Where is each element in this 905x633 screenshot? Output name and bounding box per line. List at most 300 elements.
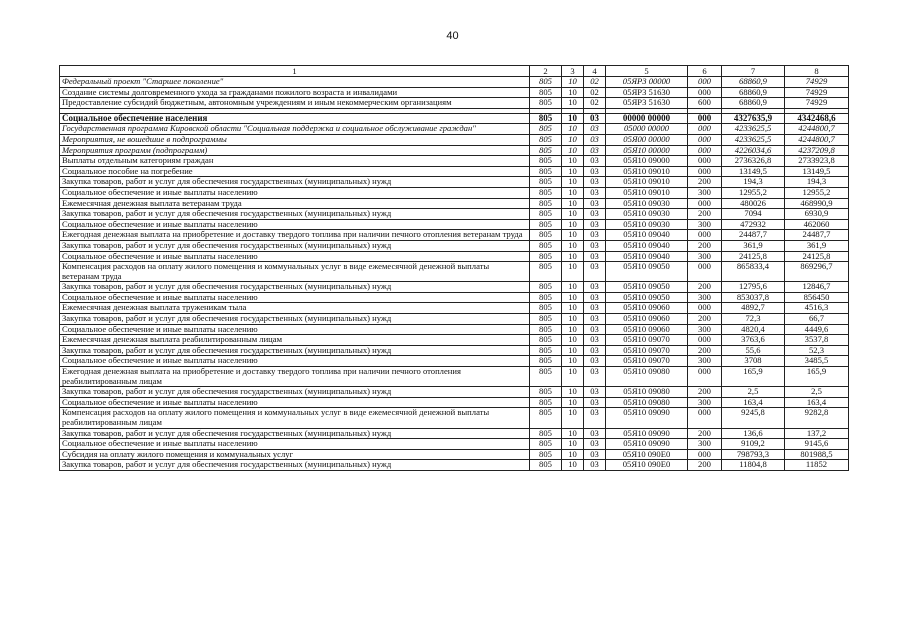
subsection-cell: 03 [584, 251, 606, 262]
subsection-cell: 03 [584, 113, 606, 124]
expense-name-cell: Социальное обеспечение населения [60, 113, 530, 124]
amount-col8-cell: 24125,8 [785, 251, 849, 262]
expense-type-cell: 300 [688, 219, 722, 230]
section-cell: 10 [562, 156, 584, 167]
header-cell: 8 [785, 66, 849, 77]
ministry-code-cell: 805 [530, 449, 562, 460]
amount-col7-cell: 4233625,5 [722, 124, 785, 135]
amount-col8-cell: 137,2 [785, 428, 849, 439]
amount-col8-cell: 4244800,7 [785, 134, 849, 145]
section-cell: 10 [562, 356, 584, 367]
expense-name-cell: Закупка товаров, работ и услуг для обеспечения государственных (муниципальных) нужд [60, 314, 530, 325]
expense-name-cell: Федеральный проект "Старшее поколение" [60, 77, 530, 88]
expense-name-cell: Социальное обеспечение и иные выплаты населению [60, 439, 530, 450]
amount-col8-cell: 9282,8 [785, 408, 849, 428]
page-number: 40 [446, 30, 459, 42]
table-row [60, 177, 849, 188]
table-row [60, 198, 849, 209]
expense-type-cell: 200 [688, 240, 722, 251]
amount-col7-cell: 9109,2 [722, 439, 785, 450]
ministry-code-cell: 805 [530, 187, 562, 198]
ministry-code-cell: 805 [530, 262, 562, 282]
amount-col8-cell: 4244800,7 [785, 124, 849, 135]
table-row [60, 345, 849, 356]
target-article-cell: 05000 00000 [606, 124, 688, 135]
amount-col7-cell: 68860,9 [722, 98, 785, 109]
table-row [60, 98, 849, 109]
header-cell: 7 [722, 66, 785, 77]
expense-name-cell: Закупка товаров, работ и услуг для обеспечения государственных (муниципальных) нужд [60, 345, 530, 356]
ministry-code-cell: 805 [530, 303, 562, 314]
amount-col8-cell: 4516,3 [785, 303, 849, 314]
expense-type-cell: 000 [688, 198, 722, 209]
expense-type-cell: 200 [688, 282, 722, 293]
subsection-cell: 03 [584, 219, 606, 230]
amount-col8-cell: 194,3 [785, 177, 849, 188]
section-cell: 10 [562, 367, 584, 387]
expense-type-cell: 600 [688, 98, 722, 109]
target-article-cell: 05Я10 09030 [606, 209, 688, 220]
subsection-cell: 03 [584, 439, 606, 450]
ministry-code-cell: 805 [530, 77, 562, 88]
amount-col8-cell: 2,5 [785, 387, 849, 398]
amount-col7-cell: 24125,8 [722, 251, 785, 262]
expense-name-cell: Мероприятия, не вошедшие в подпрограммы [60, 134, 530, 145]
table-row [60, 324, 849, 335]
expense-name-cell: Закупка товаров, работ и услуг для обеспечения государственных (муниципальных) нужд [60, 428, 530, 439]
amount-col8-cell: 13149,5 [785, 166, 849, 177]
table-row [60, 77, 849, 88]
section-cell: 10 [562, 251, 584, 262]
expense-type-cell: 200 [688, 209, 722, 220]
header-cell: 2 [530, 66, 562, 77]
section-cell: 10 [562, 219, 584, 230]
table-row [60, 428, 849, 439]
expense-type-cell: 000 [688, 113, 722, 124]
amount-col7-cell: 7094 [722, 209, 785, 220]
amount-col7-cell: 68860,9 [722, 77, 785, 88]
table-header-row [60, 66, 849, 77]
amount-col7-cell: 165,9 [722, 367, 785, 387]
budget-table [59, 65, 849, 471]
expense-type-cell: 300 [688, 292, 722, 303]
amount-col7-cell: 11804,8 [722, 460, 785, 471]
header-cell: 6 [688, 66, 722, 77]
expense-type-cell: 200 [688, 345, 722, 356]
target-article-cell: 05Я10 09060 [606, 303, 688, 314]
table-row [60, 408, 849, 428]
ministry-code-cell: 805 [530, 397, 562, 408]
section-cell: 10 [562, 460, 584, 471]
amount-col8-cell: 11852 [785, 460, 849, 471]
table-row [60, 145, 849, 156]
section-cell: 10 [562, 134, 584, 145]
subsection-cell: 03 [584, 282, 606, 293]
section-cell: 10 [562, 439, 584, 450]
expense-type-cell: 300 [688, 324, 722, 335]
amount-col7-cell: 4327635,9 [722, 113, 785, 124]
table-row [60, 449, 849, 460]
expense-type-cell: 300 [688, 187, 722, 198]
amount-col8-cell: 6930,9 [785, 209, 849, 220]
expense-type-cell: 000 [688, 145, 722, 156]
section-cell: 10 [562, 449, 584, 460]
subsection-cell: 03 [584, 262, 606, 282]
amount-col7-cell: 4233625,5 [722, 134, 785, 145]
target-article-cell: 05Я10 09060 [606, 324, 688, 335]
amount-col8-cell: 12955,2 [785, 187, 849, 198]
subsection-cell: 03 [584, 209, 606, 220]
section-cell: 10 [562, 230, 584, 241]
section-cell: 10 [562, 282, 584, 293]
table-row [60, 282, 849, 293]
table-row [60, 367, 849, 387]
ministry-code-cell: 805 [530, 219, 562, 230]
section-cell: 10 [562, 166, 584, 177]
amount-col8-cell: 9145,6 [785, 439, 849, 450]
expense-type-cell: 000 [688, 230, 722, 241]
amount-col7-cell: 853037,8 [722, 292, 785, 303]
expense-name-cell: Социальное обеспечение и иные выплаты населению [60, 219, 530, 230]
table-row [60, 240, 849, 251]
target-article-cell: 05Я10 09080 [606, 397, 688, 408]
section-cell: 10 [562, 345, 584, 356]
ministry-code-cell: 805 [530, 314, 562, 325]
amount-col8-cell: 4342468,6 [785, 113, 849, 124]
target-article-cell: 05Я10 09080 [606, 387, 688, 398]
expense-name-cell: Закупка товаров, работ и услуг для обеспечения государственных (муниципальных) нужд [60, 282, 530, 293]
target-article-cell: 05Я10 09010 [606, 166, 688, 177]
expense-name-cell: Закупка товаров, работ и услуг для обеспечения государственных (муниципальных) нужд [60, 209, 530, 220]
amount-col8-cell: 468990,9 [785, 198, 849, 209]
section-cell: 10 [562, 177, 584, 188]
subsection-cell: 03 [584, 428, 606, 439]
subsection-cell: 02 [584, 98, 606, 109]
expense-name-cell: Закупка товаров, работ и услуг для обеспечения государственных (муниципальных) нужд [60, 387, 530, 398]
amount-col8-cell: 462060 [785, 219, 849, 230]
amount-col7-cell: 798793,3 [722, 449, 785, 460]
expense-name-cell: Закупка товаров, работ и услуг для обеспечения государственных (муниципальных) нужд [60, 240, 530, 251]
target-article-cell: 00000 00000 [606, 113, 688, 124]
expense-type-cell: 000 [688, 77, 722, 88]
target-article-cell: 05Я10 090Е0 [606, 460, 688, 471]
expense-name-cell: Закупка товаров, работ и услуг для обеспечения государственных (муниципальных) нужд [60, 460, 530, 471]
amount-col7-cell: 163,4 [722, 397, 785, 408]
expense-name-cell: Мероприятия программ (подпрограмм) [60, 145, 530, 156]
amount-col7-cell: 24487,7 [722, 230, 785, 241]
amount-col8-cell: 4237209,8 [785, 145, 849, 156]
ministry-code-cell: 805 [530, 460, 562, 471]
ministry-code-cell: 805 [530, 145, 562, 156]
expense-name-cell: Компенсация расходов на оплату жилого помещения и коммунальных услуг в виде ежемесячной денежной выплаты реабилитированным лицам [60, 408, 530, 428]
target-article-cell: 05Я10 09050 [606, 262, 688, 282]
ministry-code-cell: 805 [530, 292, 562, 303]
ministry-code-cell: 805 [530, 230, 562, 241]
target-article-cell: 05Я10 09050 [606, 282, 688, 293]
target-article-cell: 05Я10 09040 [606, 240, 688, 251]
expense-name-cell: Государственная программа Кировской области "Социальная поддержка и социальное обслуживание граждан" [60, 124, 530, 135]
amount-col7-cell: 4226034,6 [722, 145, 785, 156]
expense-type-cell: 300 [688, 439, 722, 450]
amount-col8-cell: 801988,5 [785, 449, 849, 460]
expense-type-cell: 200 [688, 460, 722, 471]
table-row [60, 219, 849, 230]
subsection-cell: 03 [584, 345, 606, 356]
expense-name-cell: Социальное обеспечение и иные выплаты населению [60, 397, 530, 408]
amount-col7-cell: 865833,4 [722, 262, 785, 282]
table-row [60, 156, 849, 167]
expense-name-cell: Предоставление субсидий бюджетным, автономным учреждениям и иным некоммерческим организациям [60, 98, 530, 109]
expense-name-cell: Субсидия на оплату жилого помещения и коммунальных услуг [60, 449, 530, 460]
subsection-cell: 03 [584, 198, 606, 209]
subsection-cell: 03 [584, 324, 606, 335]
expense-name-cell: Создание системы долговременного ухода за гражданами пожилого возраста и инвалидами [60, 87, 530, 98]
subsection-cell: 03 [584, 177, 606, 188]
table-row [60, 166, 849, 177]
expense-name-cell: Ежегодная денежная выплата на приобретение и доставку твердого топлива при наличии печного отопления ветеранам труда [60, 230, 530, 241]
subsection-cell: 03 [584, 408, 606, 428]
amount-col7-cell: 2736326,8 [722, 156, 785, 167]
ministry-code-cell: 805 [530, 428, 562, 439]
amount-col8-cell: 856450 [785, 292, 849, 303]
table-row [60, 134, 849, 145]
section-cell: 10 [562, 113, 584, 124]
target-article-cell: 05Я10 09070 [606, 335, 688, 346]
ministry-code-cell: 805 [530, 439, 562, 450]
table-row [60, 397, 849, 408]
section-cell: 10 [562, 324, 584, 335]
section-cell: 10 [562, 314, 584, 325]
ministry-code-cell: 805 [530, 367, 562, 387]
subsection-cell: 03 [584, 156, 606, 167]
ministry-code-cell: 805 [530, 98, 562, 109]
section-cell: 10 [562, 335, 584, 346]
amount-col7-cell: 13149,5 [722, 166, 785, 177]
expense-name-cell: Компенсация расходов на оплату жилого помещения и коммунальных услуг в виде ежемесячной денежной выплаты ветеранам труда [60, 262, 530, 282]
table-row [60, 113, 849, 124]
target-article-cell: 05Я10 090Е0 [606, 449, 688, 460]
expense-type-cell: 000 [688, 262, 722, 282]
amount-col8-cell: 66,7 [785, 314, 849, 325]
table-row [60, 387, 849, 398]
expense-name-cell: Социальное обеспечение и иные выплаты населению [60, 356, 530, 367]
section-cell: 10 [562, 303, 584, 314]
amount-col7-cell: 12955,2 [722, 187, 785, 198]
expense-name-cell: Выплаты отдельным категориям граждан [60, 156, 530, 167]
ministry-code-cell: 805 [530, 134, 562, 145]
expense-name-cell: Ежемесячная денежная выплата ветеранам труда [60, 198, 530, 209]
expense-type-cell: 300 [688, 251, 722, 262]
amount-col8-cell: 869296,7 [785, 262, 849, 282]
table-row [60, 292, 849, 303]
target-article-cell: 05ЯР3 00000 [606, 77, 688, 88]
subsection-cell: 03 [584, 367, 606, 387]
header-cell: 5 [606, 66, 688, 77]
ministry-code-cell: 805 [530, 408, 562, 428]
amount-col8-cell: 163,4 [785, 397, 849, 408]
ministry-code-cell: 805 [530, 198, 562, 209]
amount-col8-cell: 165,9 [785, 367, 849, 387]
table-row [60, 251, 849, 262]
expense-name-cell: Социальное пособие на погребение [60, 166, 530, 177]
amount-col7-cell: 361,9 [722, 240, 785, 251]
amount-col7-cell: 3708 [722, 356, 785, 367]
table-row [60, 262, 849, 282]
amount-col8-cell: 24487,7 [785, 230, 849, 241]
amount-col7-cell: 72,3 [722, 314, 785, 325]
section-cell: 10 [562, 292, 584, 303]
ministry-code-cell: 805 [530, 356, 562, 367]
table-row [60, 335, 849, 346]
section-cell: 10 [562, 387, 584, 398]
subsection-cell: 03 [584, 460, 606, 471]
ministry-code-cell: 805 [530, 251, 562, 262]
target-article-cell: 05Я10 09090 [606, 428, 688, 439]
section-cell: 10 [562, 77, 584, 88]
expense-name-cell: Закупка товаров, работ и услуг для обеспечения государственных (муниципальных) нужд [60, 177, 530, 188]
table-row [60, 187, 849, 198]
expense-type-cell: 200 [688, 387, 722, 398]
section-cell: 10 [562, 262, 584, 282]
expense-type-cell: 000 [688, 367, 722, 387]
section-cell: 10 [562, 240, 584, 251]
subsection-cell: 03 [584, 292, 606, 303]
table-row [60, 87, 849, 98]
subsection-cell: 02 [584, 87, 606, 98]
amount-col7-cell: 12795,6 [722, 282, 785, 293]
amount-col7-cell: 68860,9 [722, 87, 785, 98]
ministry-code-cell: 805 [530, 166, 562, 177]
section-cell: 10 [562, 198, 584, 209]
amount-col7-cell: 480026 [722, 198, 785, 209]
ministry-code-cell: 805 [530, 113, 562, 124]
amount-col8-cell: 3485,5 [785, 356, 849, 367]
subsection-cell: 03 [584, 449, 606, 460]
section-cell: 10 [562, 428, 584, 439]
ministry-code-cell: 805 [530, 177, 562, 188]
expense-type-cell: 000 [688, 303, 722, 314]
ministry-code-cell: 805 [530, 240, 562, 251]
subsection-cell: 03 [584, 166, 606, 177]
subsection-cell: 03 [584, 314, 606, 325]
amount-col7-cell: 9245,8 [722, 408, 785, 428]
header-cell: 4 [584, 66, 606, 77]
expense-type-cell: 000 [688, 87, 722, 98]
ministry-code-cell: 805 [530, 324, 562, 335]
subsection-cell: 03 [584, 397, 606, 408]
ministry-code-cell: 805 [530, 345, 562, 356]
expense-name-cell: Ежемесячная денежная выплата реабилитированным лицам [60, 335, 530, 346]
amount-col8-cell: 74929 [785, 98, 849, 109]
amount-col7-cell: 55,6 [722, 345, 785, 356]
expense-type-cell: 200 [688, 177, 722, 188]
ministry-code-cell: 805 [530, 124, 562, 135]
expense-name-cell: Ежегодная денежная выплата на приобретение и доставку твердого топлива при наличии печного отопления реабилитированным лицам [60, 367, 530, 387]
expense-type-cell: 000 [688, 156, 722, 167]
target-article-cell: 05Я10 09000 [606, 156, 688, 167]
target-article-cell: 05Я10 09010 [606, 177, 688, 188]
subsection-cell: 03 [584, 187, 606, 198]
expense-type-cell: 000 [688, 166, 722, 177]
amount-col7-cell: 4820,4 [722, 324, 785, 335]
expense-type-cell: 200 [688, 314, 722, 325]
amount-col7-cell: 472932 [722, 219, 785, 230]
section-cell: 10 [562, 209, 584, 220]
section-cell: 10 [562, 145, 584, 156]
table-row [60, 303, 849, 314]
amount-col7-cell: 136,6 [722, 428, 785, 439]
expense-name-cell: Социальное обеспечение и иные выплаты населению [60, 251, 530, 262]
expense-name-cell: Социальное обеспечение и иные выплаты населению [60, 292, 530, 303]
target-article-cell: 05Я10 09070 [606, 345, 688, 356]
target-article-cell: 05Я10 09060 [606, 314, 688, 325]
amount-col8-cell: 2733923,8 [785, 156, 849, 167]
section-cell: 10 [562, 87, 584, 98]
table-row [60, 230, 849, 241]
expense-type-cell: 000 [688, 408, 722, 428]
section-cell: 10 [562, 98, 584, 109]
subsection-cell: 03 [584, 124, 606, 135]
amount-col7-cell: 2,5 [722, 387, 785, 398]
target-article-cell: 05ЯР3 51630 [606, 87, 688, 98]
target-article-cell: 05Я10 09040 [606, 251, 688, 262]
header-cell: 3 [562, 66, 584, 77]
section-cell: 10 [562, 397, 584, 408]
target-article-cell: 05Я10 09090 [606, 439, 688, 450]
amount-col7-cell: 3763,6 [722, 335, 785, 346]
expense-type-cell: 000 [688, 335, 722, 346]
ministry-code-cell: 805 [530, 387, 562, 398]
table-row [60, 356, 849, 367]
target-article-cell: 05Я10 09030 [606, 219, 688, 230]
ministry-code-cell: 805 [530, 282, 562, 293]
subsection-cell: 03 [584, 240, 606, 251]
expense-name-cell: Социальное обеспечение и иные выплаты населению [60, 187, 530, 198]
table-row [60, 439, 849, 450]
target-article-cell: 05Я10 09030 [606, 198, 688, 209]
subsection-cell: 03 [584, 303, 606, 314]
amount-col8-cell: 52,3 [785, 345, 849, 356]
target-article-cell: 05Я00 00000 [606, 134, 688, 145]
amount-col8-cell: 12846,7 [785, 282, 849, 293]
subsection-cell: 03 [584, 134, 606, 145]
section-cell: 10 [562, 124, 584, 135]
amount-col7-cell: 194,3 [722, 177, 785, 188]
target-article-cell: 05Я10 09010 [606, 187, 688, 198]
target-article-cell: 05Я10 00000 [606, 145, 688, 156]
table-row [60, 314, 849, 325]
ministry-code-cell: 805 [530, 335, 562, 346]
table-row [60, 209, 849, 220]
expense-type-cell: 000 [688, 124, 722, 135]
header-cell: 1 [60, 66, 530, 77]
section-cell: 10 [562, 408, 584, 428]
amount-col8-cell: 74929 [785, 77, 849, 88]
amount-col8-cell: 3537,8 [785, 335, 849, 346]
target-article-cell: 05ЯР3 51630 [606, 98, 688, 109]
table-row [60, 460, 849, 471]
expense-type-cell: 200 [688, 428, 722, 439]
target-article-cell: 05Я10 09080 [606, 367, 688, 387]
amount-col8-cell: 361,9 [785, 240, 849, 251]
subsection-cell: 02 [584, 77, 606, 88]
target-article-cell: 05Я10 09050 [606, 292, 688, 303]
expense-type-cell: 300 [688, 356, 722, 367]
target-article-cell: 05Я10 09070 [606, 356, 688, 367]
expense-type-cell: 300 [688, 397, 722, 408]
subsection-cell: 03 [584, 145, 606, 156]
amount-col7-cell: 4892,7 [722, 303, 785, 314]
